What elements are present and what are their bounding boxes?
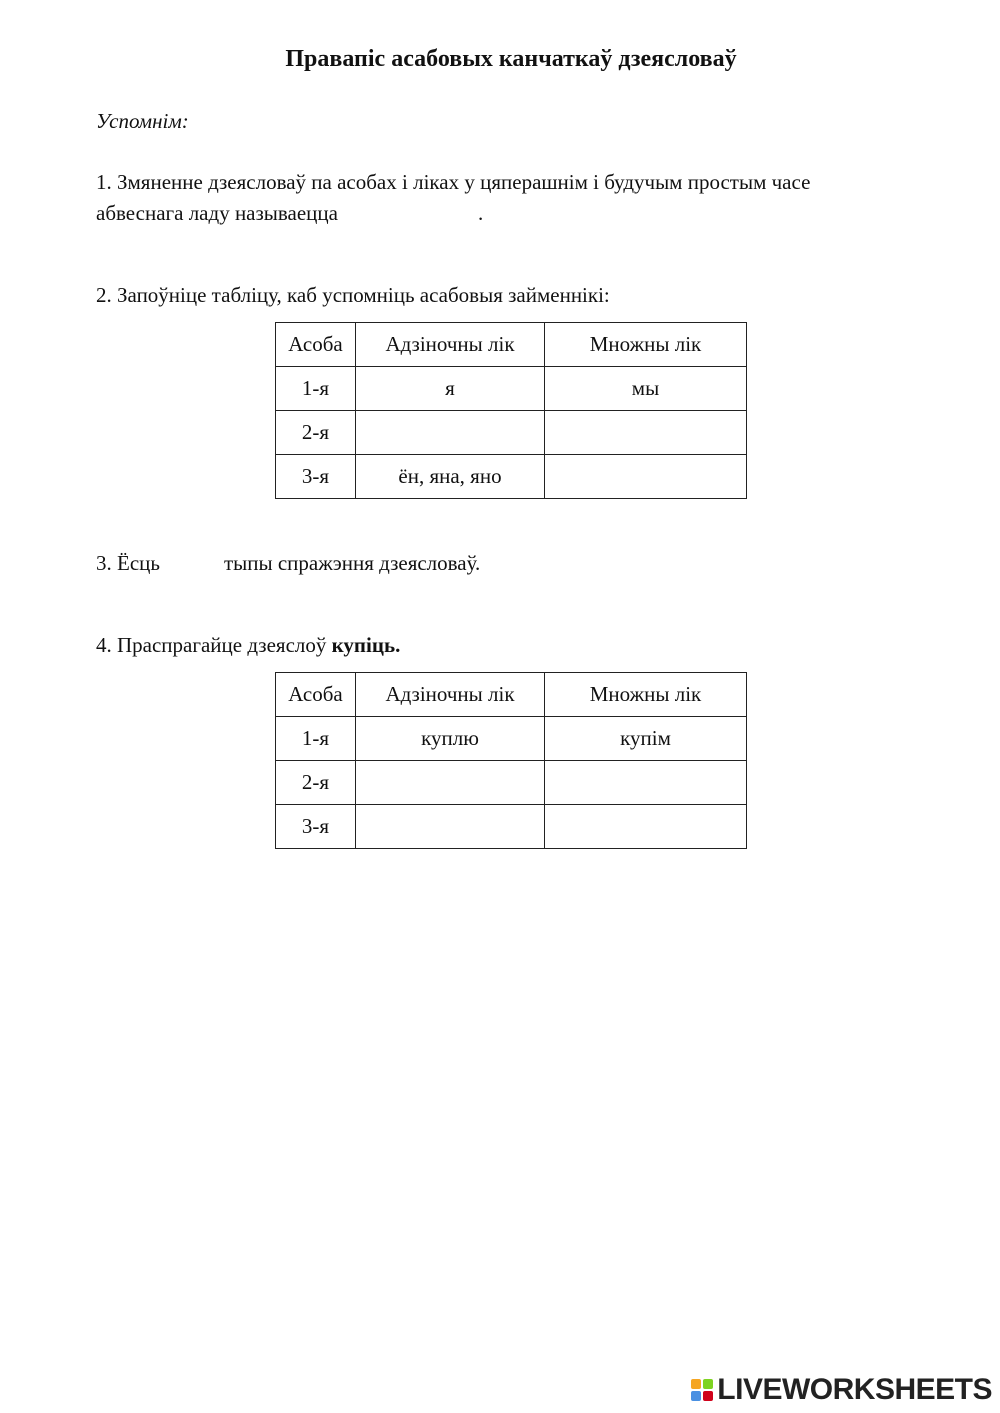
liveworksheets-logo [691,1373,992,1407]
header-person: Асоба [276,323,356,367]
row-person: 3-я [276,455,356,499]
row-person: 1-я [276,367,356,411]
header-plural: Множны лік [545,323,747,367]
header-plural: Множны лік [545,673,747,717]
header-singular: Адзіночны лік [356,673,545,717]
row-person: 3-я [276,805,356,849]
plural-answer-cell[interactable] [545,411,747,455]
table-row [276,717,747,761]
question-4 [96,630,400,661]
plural-cell: мы [545,367,747,411]
logo-square [703,1391,713,1401]
row-person: 2-я [276,411,356,455]
plural-answer-cell[interactable] [545,805,747,849]
table-row [276,411,747,455]
logo-square [703,1379,713,1389]
question-1-line-2: абвеснага ладу называецца [96,201,338,225]
header-person: Асоба [276,673,356,717]
logo-mark-icon [691,1379,713,1401]
table-header-row [276,323,747,367]
singular-cell: куплю [356,717,545,761]
logo-square [691,1379,701,1389]
logo-square [691,1391,701,1401]
table-header-row [276,673,747,717]
singular-answer-cell[interactable] [356,411,545,455]
plural-answer-cell[interactable] [545,761,747,805]
table-row [276,367,747,411]
question-3-start: 3. Ёсць [96,551,160,575]
row-person: 2-я [276,761,356,805]
row-person: 1-я [276,717,356,761]
question-2: 2. Запоўніце табліцу, каб успомніць асабовыя займеннікі: [96,283,610,307]
question-4-verb: купіць. [331,633,401,657]
pronoun-table [275,322,747,499]
question-1-line-1: 1. Змяненне дзеясловаў па асобах і ліках у цяперашнім і будучым простым часе [96,170,811,194]
table-row [276,805,747,849]
singular-cell: ён, яна, яно [356,455,545,499]
question-3 [96,548,480,579]
header-singular: Адзіночны лік [356,323,545,367]
remember-label: Успомнім: [96,109,189,133]
page-title: Правапіс асабовых канчаткаў дзеясловаў [285,46,737,72]
table-row [276,761,747,805]
plural-answer-cell[interactable] [545,455,747,499]
logo-text: LIVEWORKSHEETS [717,1373,992,1406]
question-1 [96,167,810,229]
question-3-end: тыпы спражэння дзеясловаў. [223,551,481,575]
table-row [276,455,747,499]
singular-answer-cell[interactable] [356,805,545,849]
singular-answer-cell[interactable] [356,761,545,805]
question-1-period: . [477,201,484,225]
plural-cell: купім [545,717,747,761]
conjugation-table [275,672,747,849]
singular-cell: я [356,367,545,411]
question-4-text: 4. Праспрагайце дзеяслоў [96,633,327,657]
